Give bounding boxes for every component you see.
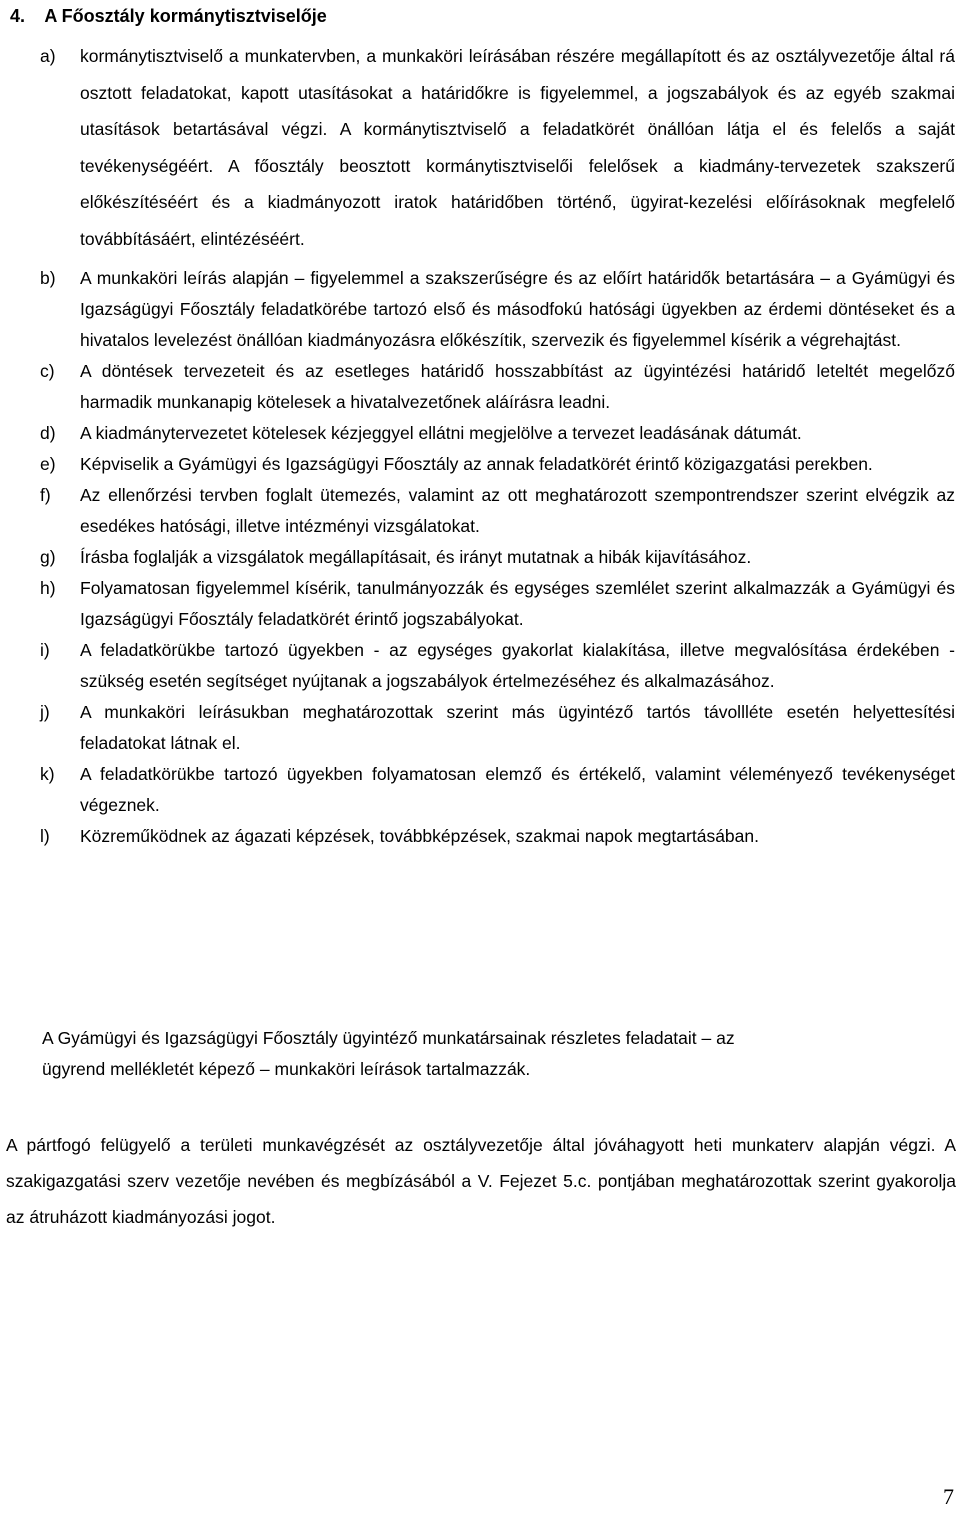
list-item — [0, 759, 955, 821]
list-item — [0, 418, 955, 449]
final-paragraph: A pártfogó felügyelő a területi munkavégzését az osztályvezetője által jóváhagyott heti munkaterv alapján végzi. A szakigazgatási szerv vezetője nevében és megbízásából a V. Fejezet 5.c. pontjában meghatározottak szerint gyakorolja az átruházott kiadmányozási jogot. — [6, 1135, 956, 1227]
list-item-text: Folyamatosan figyelemmel kísérik, tanulmányozzák és egységes szemlélet szerint alkalmazzák a Gyámügyi és Igazságügyi Főosztály feladatkörét érintő jogszabályokat. — [80, 578, 955, 629]
list-item — [0, 573, 955, 635]
list-item-text: A feladatkörükbe tartozó ügyekben - az egységes gyakorlat kialakítása, illetve megvalósítása érdekében - szükség esetén segítséget nyújtanak a jogszabályok értelmezéséhez és alkalmazásához. — [80, 640, 955, 691]
list-marker: h) — [40, 578, 56, 598]
list-item — [0, 821, 955, 852]
list-marker: k) — [40, 764, 55, 784]
list-item-text: Az ellenőrzési tervben foglalt ütemezés, valamint az ott meghatározott szempontrendszer szerint elvégzik az esedékes hatósági, illetve intézményi vizsgálatokat. — [80, 485, 955, 536]
list-item-text: Képviselik a Gyámügyi és Igazságügyi Főosztály az annak feladatkörét érintő közigazgatási perekben. — [80, 454, 873, 474]
list-item-text: Írásba foglalják a vizsgálatok megállapításait, és irányt mutatnak a hibák kijavításához. — [80, 547, 752, 567]
list-marker: b) — [40, 268, 56, 288]
list-item — [0, 542, 955, 573]
list-item — [0, 38, 955, 257]
list-item — [0, 480, 955, 542]
page-number: 7 — [943, 1484, 954, 1509]
list-item-text: A feladatkörükbe tartozó ügyekben folyamatosan elemző és értékelő, valamint véleményező tevékenységet végeznek. — [80, 764, 955, 815]
list-item — [0, 449, 955, 480]
list-item-text: kormánytisztviselő a munkatervben, a munkaköri leírásában részére megállapított és az osztályvezetője által rá osztott feladatokat, kapott utasításokat a határidőkre is figyelemmel, a jogszabályok és az egyéb szakmai utasítások betartásával végzi. A kormánytisztviselő a feladatkörét önállóan látja el és felelős a saját tevékenységéért. A főosztály beosztott kormánytisztviselői felelősek a kiadmány-tervezetek szakszerű előkészítéséért és a kiadmányozott iratok határidőben történő, ügyirat-kezelési előírásoknak megfelelő továbbításáért, elintézéséért. — [80, 46, 955, 249]
list-item-text: A munkaköri leírásukban meghatározottak szerint más ügyintéző tartós távollléte esetén helyettesítési feladatokat látnak el. — [80, 702, 955, 753]
list-marker: i) — [40, 640, 50, 660]
list-item — [0, 356, 955, 418]
closing-paragraph — [42, 1023, 918, 1085]
list-item-text: Közreműködnek az ágazati képzések, továbbképzések, szakmai napok megtartásában. — [80, 826, 759, 846]
list-marker: l) — [40, 826, 50, 846]
list-item-text: A döntések tervezeteit és az esetleges határidő hosszabbítást az ügyintézési határidő leteltét megelőző harmadik munkanapig kötelesek a hivatalvezetőnek aláírásra leadni. — [80, 361, 955, 412]
list-item-text: A kiadmánytervezetet kötelesek kézjeggyel ellátni megjelölve a tervezet leadásának dátumát. — [80, 423, 802, 443]
list-marker: f) — [40, 485, 51, 505]
list-item — [0, 697, 955, 759]
list-marker: g) — [40, 547, 56, 567]
list-item-text: A munkaköri leírás alapján – figyelemmel a szakszerűségre és az előírt határidők betartására – a Gyámügyi és Igazságügyi Főosztály feladatkörébe tartozó első és másodfokú hatósági ügyekben az érdemi döntéseket és a hivatalos levelezést önállóan kiadmányozásra előkészítik, szervezik és figyelemmel kísérik a végrehajtást. — [80, 268, 955, 350]
list-marker: d) — [40, 423, 56, 443]
list-marker: a) — [40, 46, 56, 66]
list-marker: j) — [40, 702, 50, 722]
closing-line-1: A Gyámügyi és Igazságügyi Főosztály ügyintéző munkatársainak részletes feladatait – az — [42, 1028, 735, 1048]
list-marker: c) — [40, 361, 55, 381]
closing-line-2: ügyrend mellékletét képező – munkaköri leírások tartalmazzák. — [42, 1059, 531, 1079]
list-item — [0, 635, 955, 697]
section-heading: 4. A Főosztály kormánytisztviselője — [10, 6, 327, 26]
list-marker: e) — [40, 454, 56, 474]
duties-list — [0, 38, 960, 852]
list-item — [0, 263, 955, 356]
